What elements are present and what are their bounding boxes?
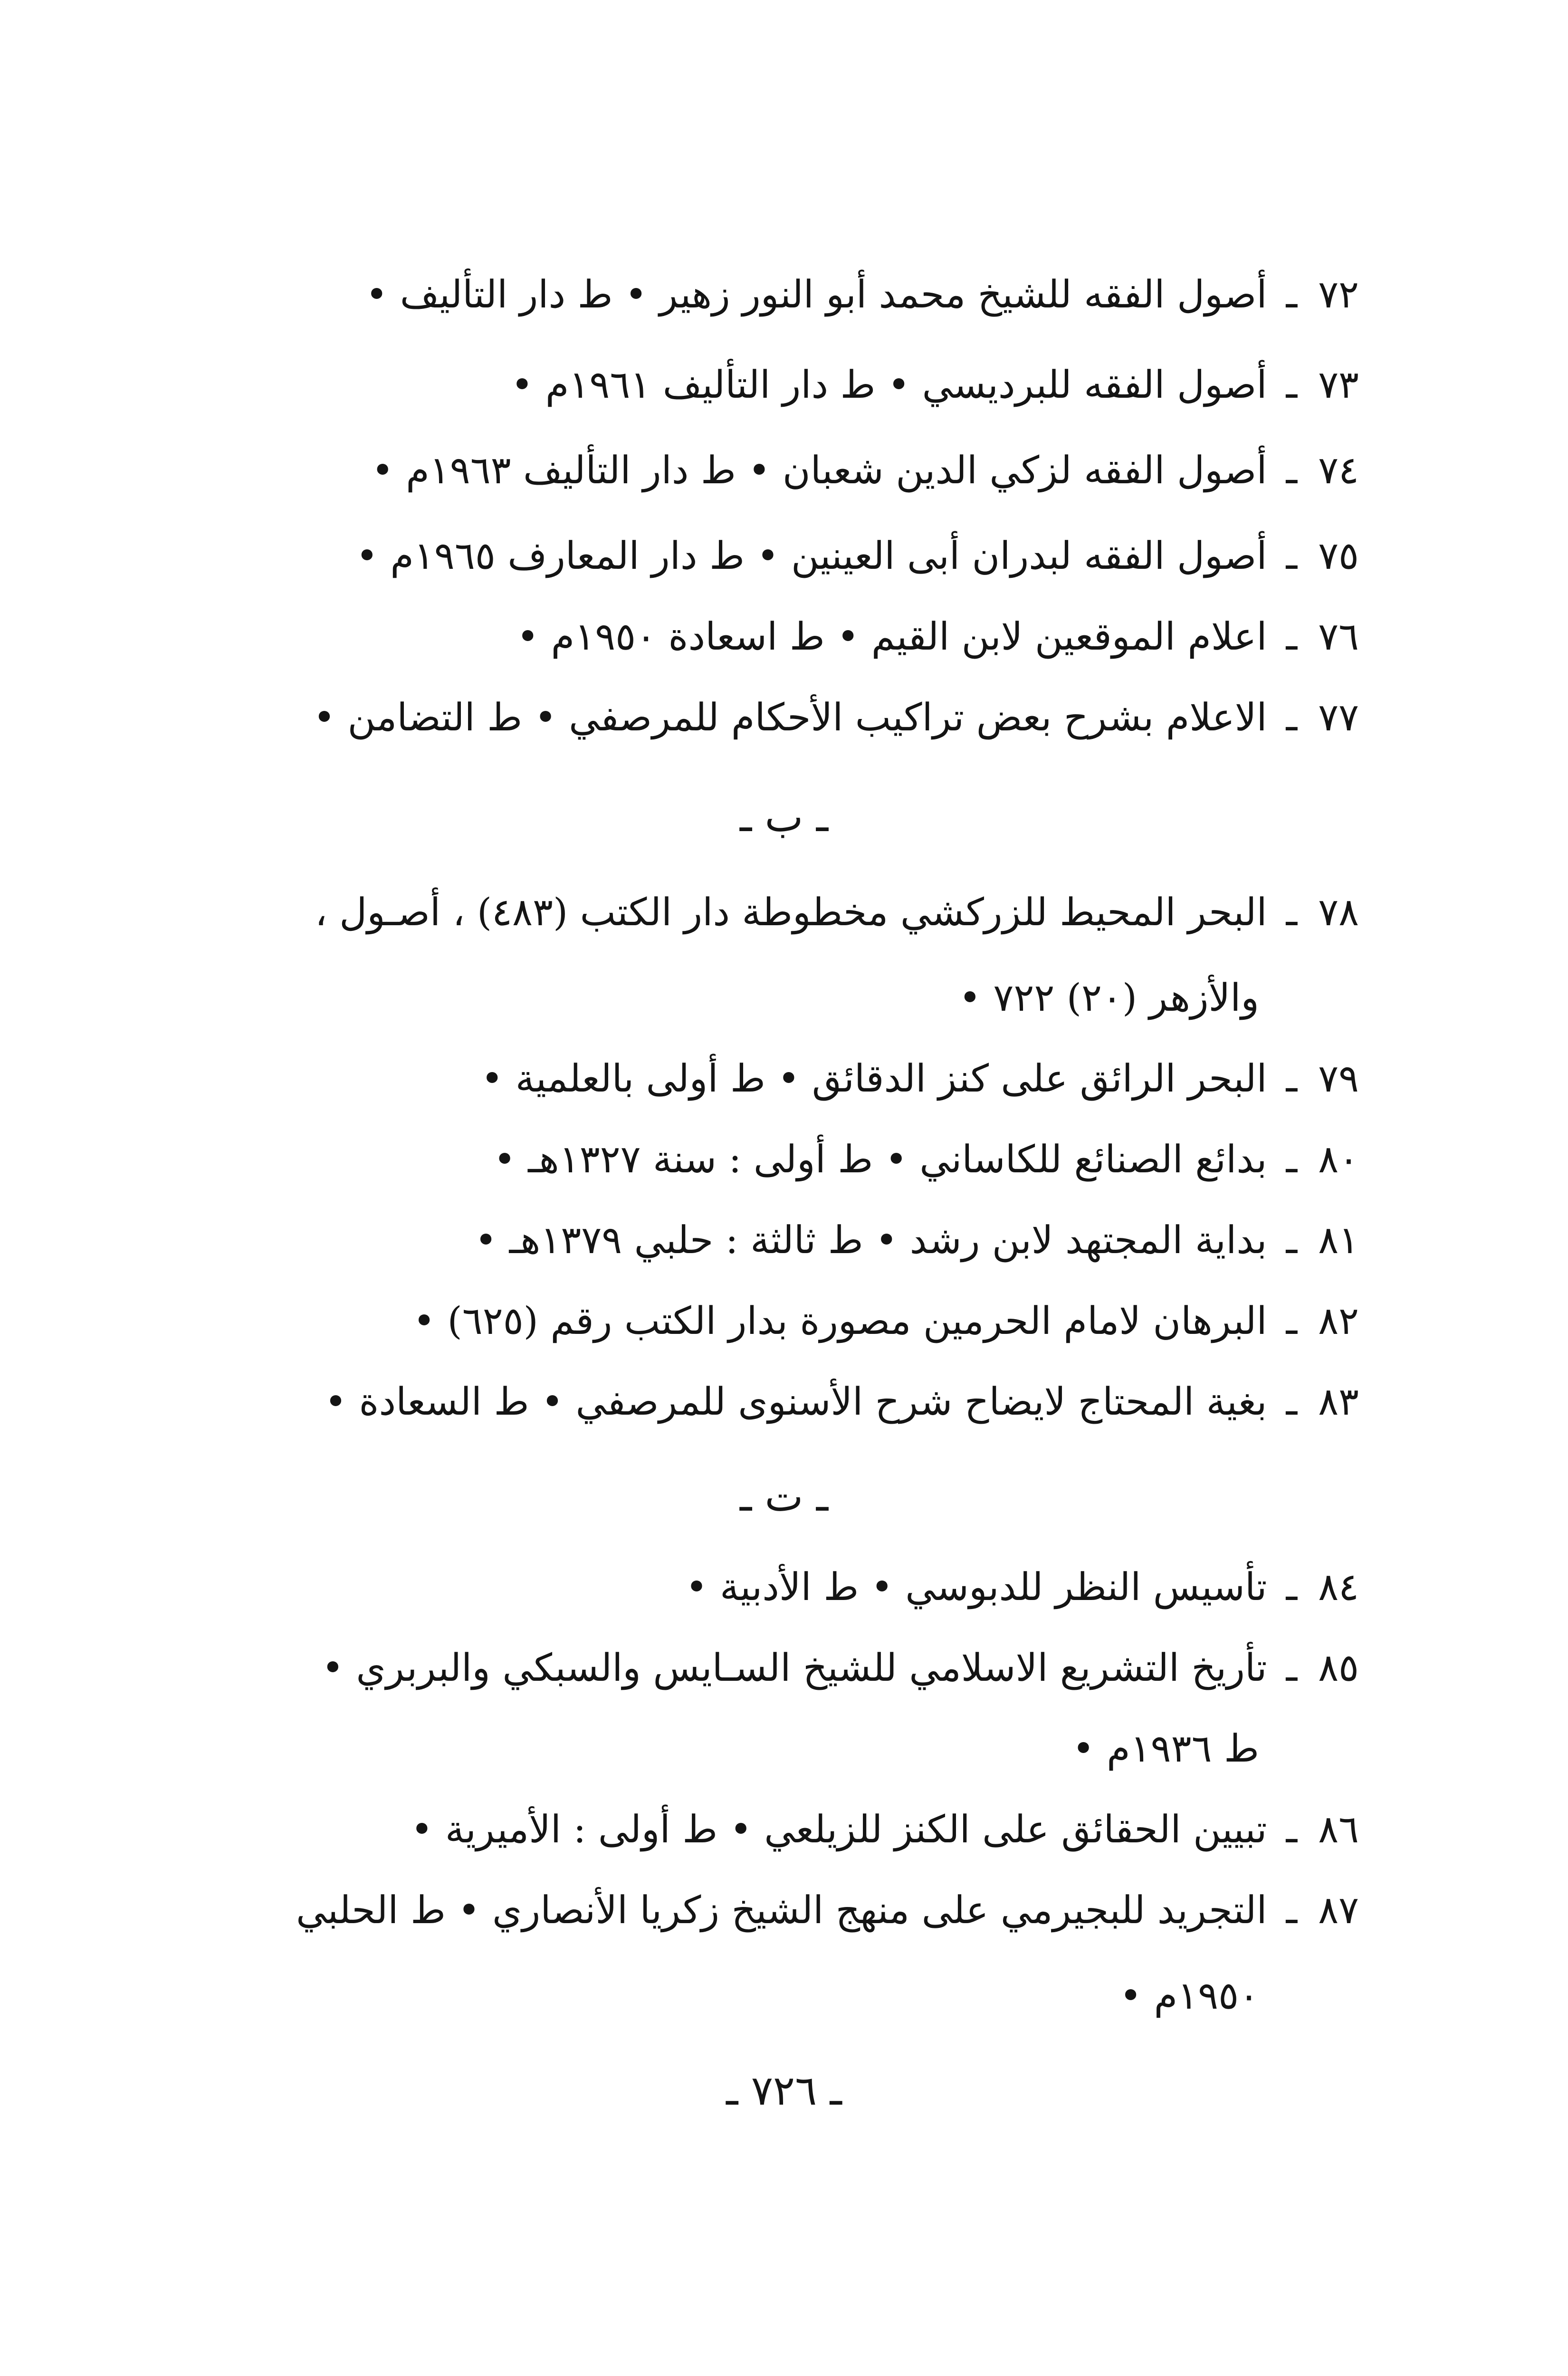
entry-dash: ـ bbox=[1286, 448, 1297, 492]
entry-dash: ـ bbox=[1286, 1056, 1297, 1101]
entry-number: ٧٦ bbox=[1318, 614, 1359, 659]
entry-text: تأريخ التشريع الاسلامي للشيخ السـايس والسبكي والبربري • bbox=[321, 1646, 1267, 1690]
entry-number: ٨٥ bbox=[1318, 1646, 1359, 1690]
page-number: ـ ٧٢٦ ـ bbox=[726, 2067, 842, 2115]
bibliography-entry bbox=[171, 604, 1359, 670]
entry-dash: ـ bbox=[1286, 614, 1297, 659]
entry-dash: ـ bbox=[1286, 1218, 1297, 1262]
bibliography-entry bbox=[171, 684, 1359, 751]
entry-number: ٨٤ bbox=[1318, 1565, 1359, 1609]
entry-dash: ـ bbox=[1286, 1646, 1297, 1690]
entry-dash: ـ bbox=[1286, 1888, 1297, 1932]
entry-number: ٨٧ bbox=[1318, 1888, 1359, 1932]
bibliography-entry bbox=[171, 879, 1359, 946]
entry-number: ٧٥ bbox=[1318, 534, 1359, 578]
bibliography-entry bbox=[171, 1369, 1359, 1435]
entry-dash: ـ bbox=[1286, 1565, 1297, 1609]
entry-number: ٧٨ bbox=[1318, 890, 1359, 934]
entry-dash: ـ bbox=[1286, 363, 1297, 407]
entry-dash: ـ bbox=[1286, 890, 1297, 934]
entry-text: تبيين الحقائق على الكنز للزيلعي • ط أولى : الأميرية • bbox=[411, 1807, 1267, 1851]
bibliography-entry bbox=[171, 437, 1359, 504]
bibliography-entry bbox=[171, 261, 1359, 328]
entry-number: ٨٣ bbox=[1318, 1380, 1359, 1424]
entry-number: ٧٣ bbox=[1318, 363, 1359, 407]
entry-dash: ـ bbox=[1286, 534, 1297, 578]
entry-number: ٨٦ bbox=[1318, 1807, 1359, 1851]
entry-dash: ـ bbox=[1286, 1299, 1297, 1343]
section-heading-ba: ـ ب ـ bbox=[739, 794, 829, 841]
entry-dash: ـ bbox=[1286, 1807, 1297, 1851]
entry-text: أصول الفقه للشيخ محمد أبو النور زهير • ط دار التأليف • bbox=[365, 272, 1267, 316]
entry-text: التجريد للبجيرمي على منهج الشيخ زكريا الأنصاري • ط الحلبي bbox=[296, 1888, 1267, 1932]
bibliography-entry bbox=[171, 1288, 1359, 1354]
entry-dash: ـ bbox=[1286, 695, 1297, 739]
entry-text: أصول الفقه لبدران أبى العينين • ط دار المعارف ١٩٦٥م • bbox=[355, 534, 1267, 578]
bibliography-entry bbox=[171, 1045, 1359, 1112]
entry-text: بغية المحتاج لايضاح شرح الأسنوى للمرصفي • ط السعادة • bbox=[324, 1380, 1267, 1424]
entry-continuation: ط ١٩٣٦م • bbox=[1072, 1726, 1259, 1771]
bibliography-entry bbox=[171, 1635, 1359, 1701]
entry-text: أصول الفقه لزكي الدين شعبان • ط دار التأليف ١٩٦٣م • bbox=[371, 448, 1267, 492]
entry-text: تأسيس النظر للدبوسي • ط الأدبية • bbox=[685, 1565, 1267, 1609]
entry-continuation: والأزهر (٢٠) ٧٢٢ • bbox=[958, 976, 1259, 1020]
bibliography-entry bbox=[171, 1877, 1359, 1944]
entry-text: أصول الفقه للبرديسي • ط دار التأليف ١٩٦١م • bbox=[511, 363, 1267, 407]
bibliography-entry bbox=[171, 1126, 1359, 1193]
entry-number: ٧٢ bbox=[1318, 272, 1359, 316]
entry-text: البحر الرائق على كنز الدقائق • ط أولى بالعلمية • bbox=[481, 1056, 1267, 1101]
entry-number: ٧٩ bbox=[1318, 1056, 1359, 1101]
entry-dash: ـ bbox=[1286, 1137, 1297, 1181]
section-heading-ta: ـ ت ـ bbox=[739, 1473, 829, 1521]
bibliography-entry bbox=[171, 352, 1359, 418]
entry-text: اعلام الموقعين لابن القيم • ط اسعادة ١٩٥٠م • bbox=[516, 614, 1267, 659]
entry-text: الاعلام بشرح بعض تراكيب الأحكام للمرصفي • ط التضامن • bbox=[313, 695, 1267, 739]
entry-number: ٨٠ bbox=[1318, 1137, 1359, 1181]
bibliography-entry bbox=[171, 523, 1359, 589]
entry-number: ٧٤ bbox=[1318, 448, 1359, 492]
bibliography-entry bbox=[171, 1796, 1359, 1863]
entry-text: بدائع الصنائع للكاساني • ط أولى : سنة ١٣٢٧هـ • bbox=[493, 1137, 1267, 1181]
entry-text: بداية المجتهد لابن رشد • ط ثالثة : حلبي ١٣٧٩هـ • bbox=[475, 1218, 1267, 1262]
entry-number: ٨١ bbox=[1318, 1218, 1359, 1262]
entry-dash: ـ bbox=[1286, 1380, 1297, 1424]
bibliography-entry bbox=[171, 1207, 1359, 1274]
entry-dash: ـ bbox=[1286, 272, 1297, 316]
entry-text: البحر المحيط للزركشي مخطوطة دار الكتب (٤٨٣) ، أصـول ، bbox=[315, 890, 1267, 934]
bibliography-entry bbox=[171, 1554, 1359, 1620]
entry-continuation: ١٩٥٠م • bbox=[1119, 1974, 1259, 2018]
entry-number: ٧٧ bbox=[1318, 695, 1359, 739]
entry-text: البرهان لامام الحرمين مصورة بدار الكتب رقم (٦٢٥) • bbox=[412, 1299, 1267, 1343]
entry-number: ٨٢ bbox=[1318, 1299, 1359, 1343]
